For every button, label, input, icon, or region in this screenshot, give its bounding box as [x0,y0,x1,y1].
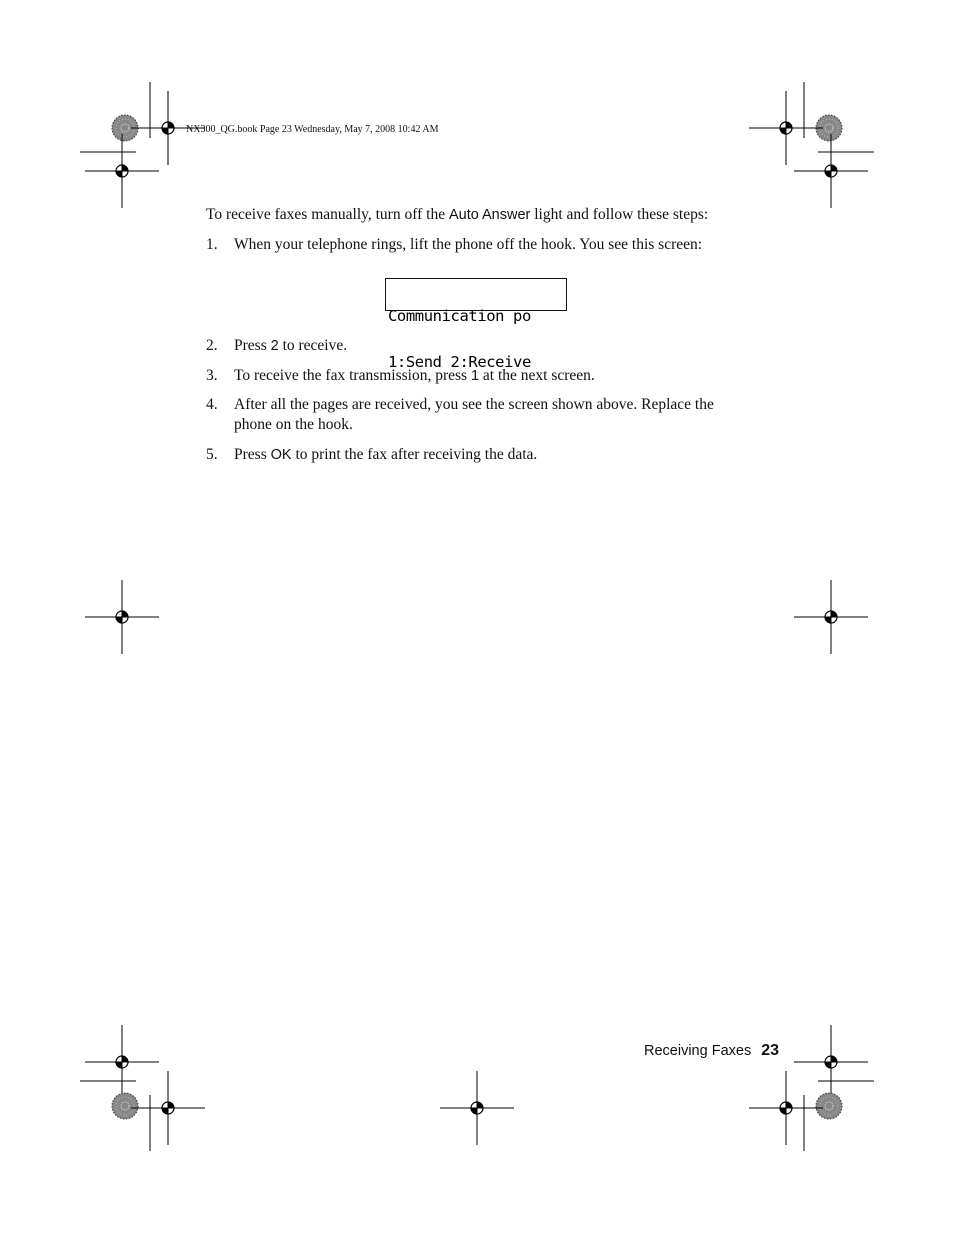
step-text-part: to print the fax after receiving the data. [291,446,538,463]
lcd-line-2: 1:Send 2:Receive [388,352,531,371]
step-text [234,366,744,386]
step-number: 4. [206,396,218,413]
registration-target-icon [794,134,868,208]
intro-text-end: light and follow these steps: [530,206,709,223]
step-text [234,336,744,356]
step-text-part: To receive the fax transmission, press [234,367,471,384]
print-slug: NX300_QG.book Page 23 Wednesday, May 7, 2008 10:42 AM [186,124,439,135]
key-label: OK [270,447,292,463]
intro-paragraph [206,205,766,225]
registration-target-icon [85,134,159,208]
lcd-screen [385,278,567,371]
registration-target-icon [749,1071,823,1145]
step-number: 2. [206,337,218,354]
page-footer [644,1042,779,1060]
registration-target-icon [85,580,159,654]
step-text-part: Press [234,337,271,354]
starburst-icon [816,1093,842,1119]
step-number: 3. [206,367,218,384]
registration-target-icon [440,1071,514,1145]
starburst-icon [112,1093,138,1119]
lcd-line-1: Communication po [388,307,531,325]
step-number: 1. [206,236,218,253]
registration-target-icon [794,1025,868,1099]
auto-answer-button-label: Auto Answer [448,207,531,223]
step-text-part: Press [234,446,271,463]
step-text-part: to receive. [278,337,348,354]
crop-mark-top-left [80,82,205,208]
page-number: 23 [761,1042,779,1059]
step-text: When your telephone rings, lift the phone off the hook. You see this screen: [234,236,703,253]
registration-target-icon [85,1025,159,1099]
step-text [234,445,744,465]
registration-target-icon [794,580,868,654]
key-label: 2 [270,338,279,354]
registration-target-icon [131,1071,205,1145]
crop-mark-bottom-left [80,1025,205,1151]
step-number: 5. [206,446,218,463]
step-text-part: at the next screen. [479,367,595,384]
step-text: After all the pages are received, you see the screen shown above. Replace the phone on the hook. [234,396,714,433]
section-title: Receiving Faxes [644,1043,752,1059]
registration-target-icon [749,91,823,165]
crop-mark-top-right [749,82,874,208]
key-label: 1 [470,368,480,384]
intro-text: To receive faxes manually, turn off the [206,206,449,223]
